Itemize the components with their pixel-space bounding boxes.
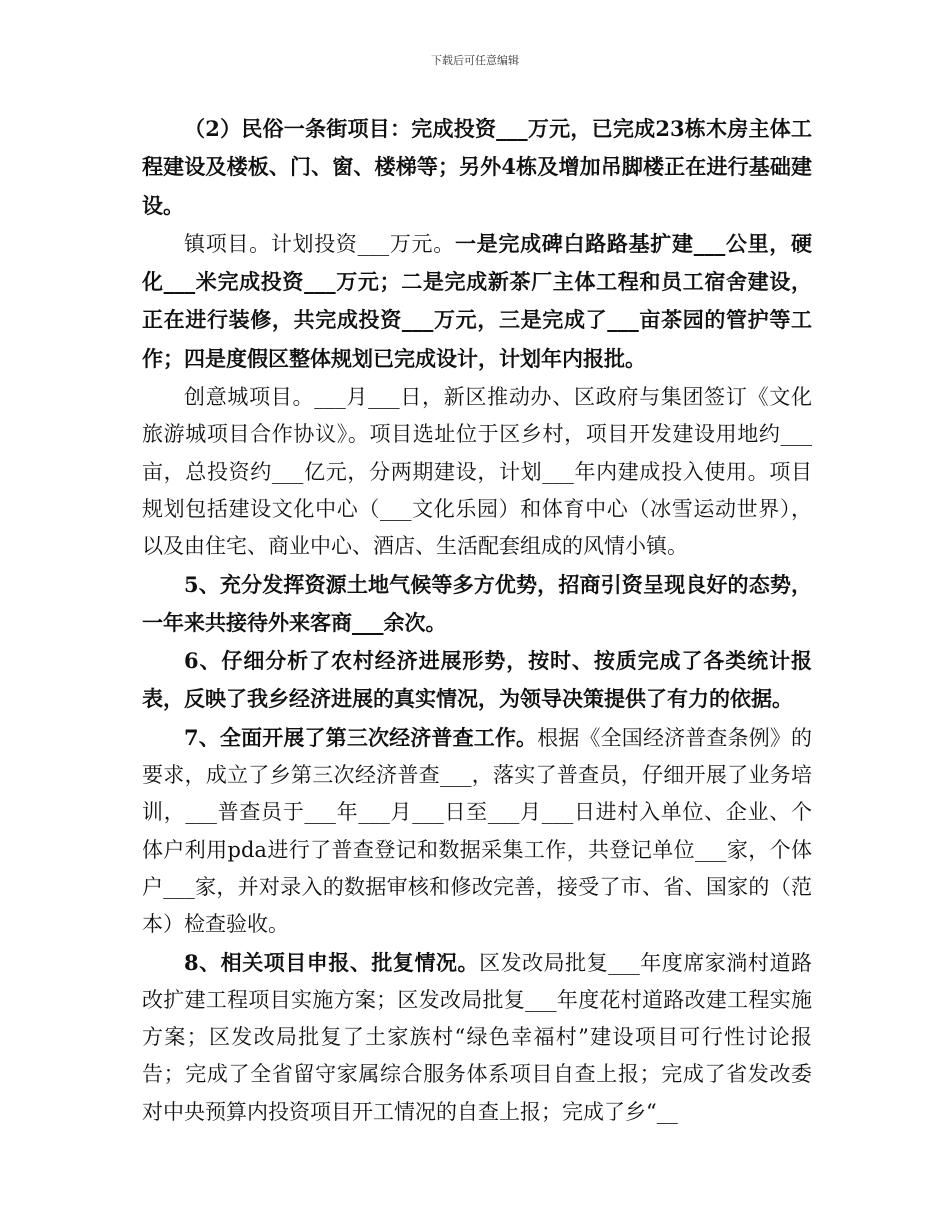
document-body xyxy=(142,110,812,1131)
paragraph-bold-text: 7、全面开展了第三次经济普查工作。 xyxy=(184,724,538,750)
paragraph-bold-text: 5、充分发挥资源土地气候等多方优势，招商引资呈现良好的态势，一年来共接待外来客商___余次。 xyxy=(142,571,812,635)
paragraph-folk-street xyxy=(142,110,812,225)
paragraph-text: 根据《全国经济普查条例》的要求，成立了乡第三次经济普查___，落实了普查员，仔细开展了业务培训，___普查员于___年___月___日至___月___日进村入单位、企业、个体户利用pda进行了普查登记和数据采集工作，共登记单位___家，个体户___家，并对录入的数据审核和修改完善，接受了市、省、国家的（范本）检查验收。 xyxy=(142,725,812,937)
paragraph-bold-text: 8、相关项目申报、批复情况。 xyxy=(184,949,480,975)
paragraph-item-5 xyxy=(142,566,812,643)
paragraph-bold-text: 6、仔细分析了农村经济进展形势，按时、按质完成了各类统计报表，反映了我乡经济进展的真实情况，为领导决策提供了有力的依据。 xyxy=(142,648,812,712)
paragraph-creative-city xyxy=(142,378,812,565)
paragraph-lead-text: 镇项目。计划投资___万元。 xyxy=(184,231,455,256)
paragraph-text: 区发改局批复___年度席家淌村道路改扩建工程项目实施方案；区发改局批复___年度花村道路改建工程实施方案；区发改局批复了土家族村“绿色幸福村”建设项目可行性讨论报告；完成了全省留守家属综合服务体系项目自查上报；完成了省发改委对中央预算内投资项目开工情况的自查上报；完成了乡“__ xyxy=(142,950,812,1124)
paragraph-item-7 xyxy=(142,719,812,944)
download-note: 下载后可任意编辑 xyxy=(431,54,519,67)
paragraph-bold-text: （2）民俗一条街项目：完成投资___万元，已完成23栋木房主体工程建设及楼板、门、窗、楼梯等；另外4栋及增加吊脚楼正在进行基础建设。 xyxy=(142,116,812,218)
paragraph-bold-text: 一是完成碑白路路基扩建___公里，硬化___米完成投资___万元；二是完成新茶厂主体工程和员工宿舍建设，正在进行装修，共完成投资___万元，三是完成了___亩茶园的管护等工作；四是度假区整体规划已完成设计，计划年内报批。 xyxy=(142,230,813,371)
paragraph-town-project xyxy=(142,225,812,378)
paragraph-item-8 xyxy=(142,944,812,1131)
paragraph-text: 创意城项目。___月___日，新区推动办、区政府与集团签订《文化旅游城项目合作协议》。项目选址位于区乡村，项目开发建设用地约___亩，总投资约___亿元，分两期建设，计划___年内建成投入使用。项目规划包括建设文化中心（___文化乐园）和体育中心（冰雪运动世界），以及由住宅、商业中心、酒店、生活配套组成的风情小镇。 xyxy=(142,385,812,559)
paragraph-item-6 xyxy=(142,642,812,719)
